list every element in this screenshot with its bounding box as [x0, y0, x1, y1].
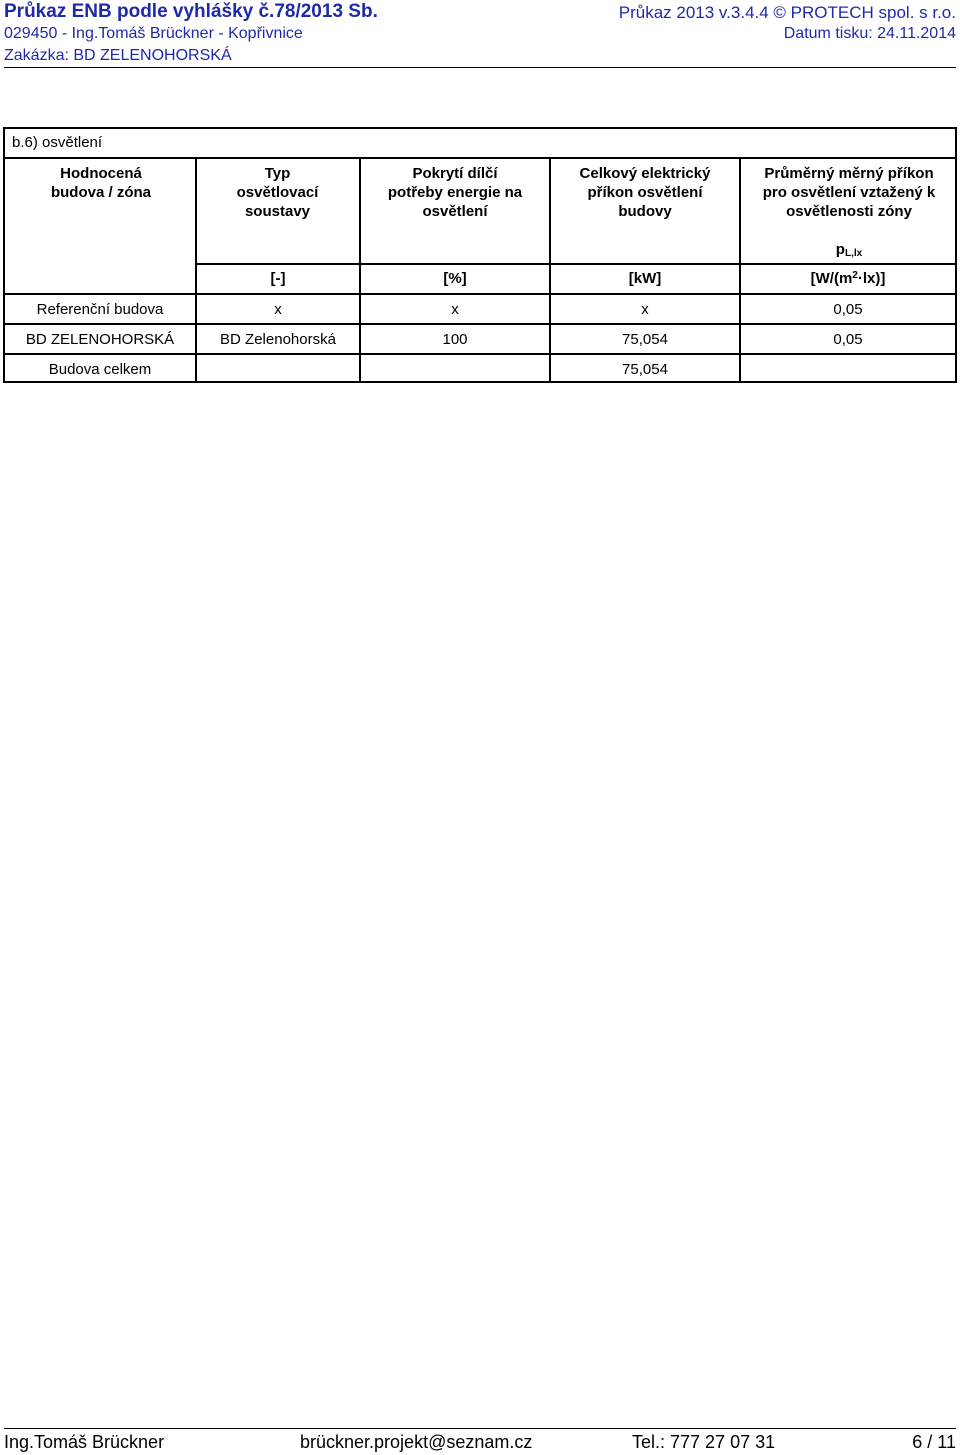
- unit-total-power: [kW]: [628, 270, 662, 287]
- row-total-zone: Budova celkem: [48, 361, 152, 378]
- author-line: 029450 - Ing.Tomáš Brückner - Kopřivnice: [4, 25, 303, 42]
- footer-phone: Tel.: 777 27 07 31: [632, 1432, 776, 1452]
- row-ref-type: x: [274, 301, 282, 318]
- row-ref-coverage: x: [451, 301, 459, 318]
- heading-specific-power: Průměrný měrný příkon pro osvětlení vztažený k osvětlenosti zóny: [762, 165, 936, 220]
- row-zone-power: 75,054: [622, 331, 668, 348]
- software-version: Průkaz 2013 v.3.4.4 © PROTECH spol. s r.o.: [618, 3, 956, 22]
- unit-superscript: 2: [852, 270, 858, 281]
- row-ref-power: x: [641, 301, 649, 318]
- row-zone-specific: 0,05: [833, 331, 863, 348]
- row-total-power: 75,054: [622, 361, 668, 378]
- unit-text: ·lx)]: [857, 270, 886, 287]
- unit-system-type: [-]: [270, 270, 286, 287]
- row-divider: [5, 323, 955, 325]
- heading-divider: [195, 263, 955, 265]
- footer-page-number: 6 / 11: [912, 1432, 956, 1452]
- footer-email: brückner.projekt@seznam.cz: [300, 1432, 533, 1452]
- row-zone-type: BD Zelenohorská: [220, 331, 336, 348]
- specific-power-symbol: [753, 240, 945, 263]
- unit-coverage: [%]: [443, 270, 467, 287]
- unit-specific-power: [741, 269, 955, 288]
- row-zone-coverage: 100: [442, 331, 468, 348]
- row-divider: [5, 353, 955, 355]
- row-zone-zone: BD ZELENOHORSKÁ: [25, 331, 175, 348]
- unit-text: [W/(m: [810, 270, 853, 287]
- heading-zone: Hodnocená budova / zóna: [50, 165, 151, 201]
- symbol-subscript: L,lx: [844, 248, 863, 259]
- document-title: Průkaz ENB podle vyhlášky č.78/2013 Sb.: [4, 1, 378, 22]
- lighting-section: [3, 127, 957, 383]
- heading-coverage: Pokrytí dílčí potřeby energie na osvětlení: [387, 165, 523, 220]
- row-ref-specific: 0,05: [833, 301, 863, 318]
- footer-divider: [4, 1428, 956, 1429]
- section-label: b.6) osvětlení: [12, 134, 103, 151]
- units-divider: [5, 293, 955, 295]
- header-divider: [4, 67, 956, 68]
- symbol-p: p: [835, 241, 845, 258]
- footer-name: Ing.Tomáš Brückner: [4, 1432, 165, 1452]
- print-date: Datum tisku: 24.11.2014: [783, 25, 956, 42]
- row-ref-zone: Referenční budova: [36, 301, 164, 318]
- heading-total-power: Celkový elektrický příkon osvětlení budovy: [579, 165, 711, 220]
- heading-system-type: Typ osvětlovací soustavy: [236, 165, 319, 220]
- section-label-divider: [5, 157, 955, 159]
- job-name: Zakázka: BD ZELENOHORSKÁ: [4, 47, 232, 64]
